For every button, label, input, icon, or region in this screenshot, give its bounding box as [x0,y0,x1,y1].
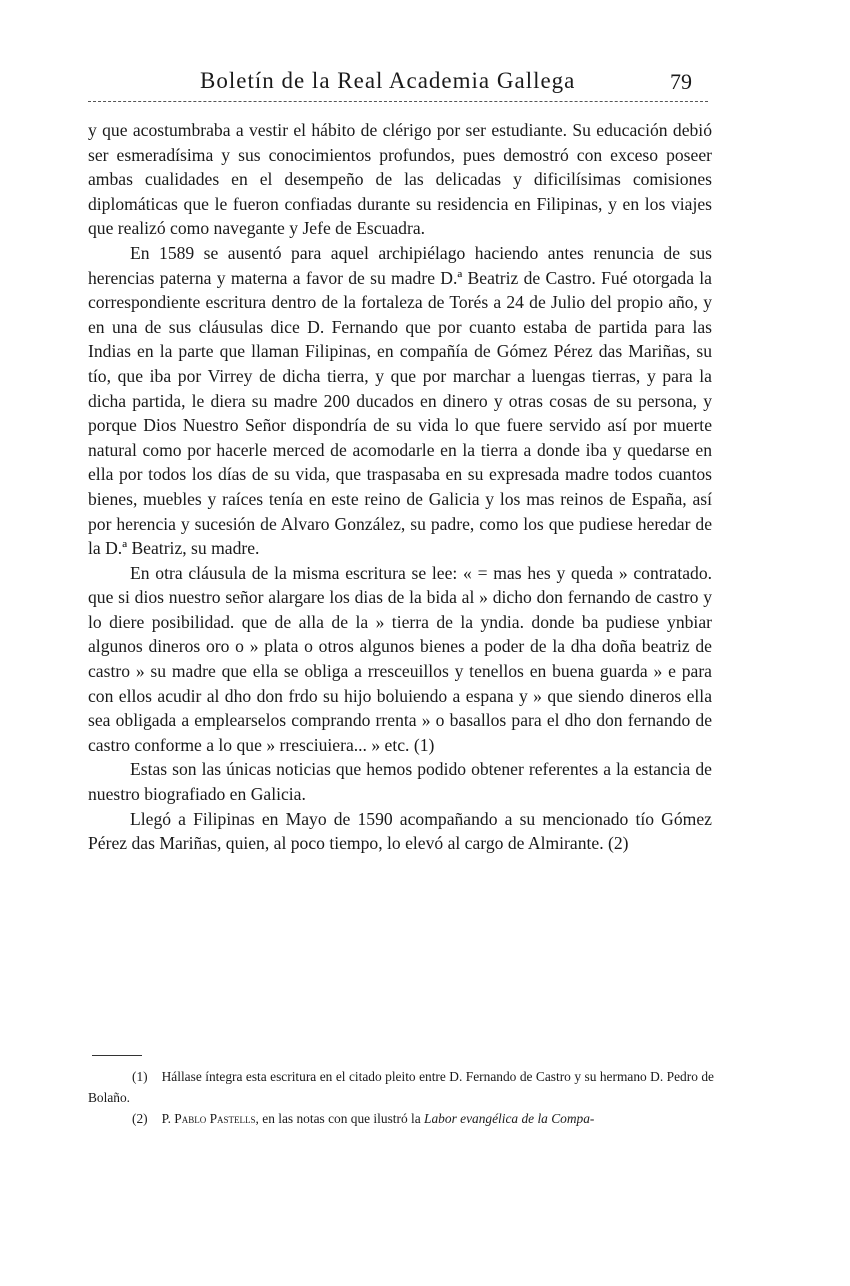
footnote-2-prefix: P. [161,1111,171,1126]
header-rule [88,101,708,102]
quote-line: » o basallos para el dho don fernando de castro conforme a lo que [88,710,712,755]
footnote-2-author: Pablo Pastells, [174,1111,259,1126]
paragraph-3-lead: En otra cláusula de la misma escritura se lee: [130,562,458,583]
body-text [88,118,712,856]
quote-line: « = mas hes y queda [463,562,614,583]
paragraph-4: Estas son las únicas noticias que hemos podido obtener referentes a la estancia de nuestro biografiado en Galicia. [88,759,712,805]
quote-line: » que siendo dineros ella sea obligada a emplearselos comprando rrenta [88,685,713,731]
running-header [88,62,708,102]
quote-line: » su madre que ella se obliga a rresceuillos y tenellos en buena guarda [135,661,648,682]
quote-line: » plata o otros algunos bienes a poder de la dha doña beatriz de castro [88,636,712,682]
page-number: 79 [670,69,692,94]
paragraph-3 [88,561,712,758]
quote-line: » e para con ellos acudir al dho don frdo su hijo boluiendo a espana y [88,661,712,706]
footnote-2 [88,1108,714,1129]
paragraph-1: y que acostumbraba a vestir el hábito de clérigo por ser estudiante. Su educación debió ser esmeradísima y sus conocimientos profundos, pues demostró con exceso poseer ambas cualidades en el desempeño de las delicadas y dificilísimas comisiones diplomáticas que le fueron confiadas durante su residencia en Filipinas, y en los viajes que realizó como navegante y Jefe de Escuadra. [88,120,712,239]
footnote-2-work: Labor evangélica de la Compa- [424,1111,595,1126]
footnote-1-number: (1) [132,1069,148,1084]
footnotes [88,1066,714,1129]
footnote-2-mid: en las notas con que ilustró la [262,1111,421,1126]
paragraph-5: Llegó a Filipinas en Mayo de 1590 acompañando a su mencionado tío Gómez Pérez das Mariñas, quien, al poco tiempo, lo elevó al cargo de Almirante. (2) [88,808,712,854]
paragraph-2: En 1589 se ausentó para aquel archipiélago haciendo antes renuncia de sus herencias paterna y materna a favor de su madre D.ª Beatriz de Castro. Fué otorgada la correspondiente escritura dentro de la fortaleza de Torés a 24 de Julio del propio año, y en una de sus cláusulas dice D. Fernando que por cuanto estaba de partida para las Indias en la parte que llaman Filipinas, en compañía de Gómez Pérez das Mariñas, su tío, que iba por Virrey de dicha tierra, y que por marchar a luengas tierras, y para la dicha partida, le diera su madre 200 ducados en dinero y otras cosas de su persona, y porque Dios Nuestro Señor dispondría de su vida lo que fuere servido así por muerte natural como por hacerle merced de acomodarle en la tierra a donde iba y quedarse en ella por todos los días de su vida, que traspasaba en su expresada madre todos cuantos bienes, muebles y raíces tenía en este reino de Galicia y los mas reinos de España, así por herencia y sucesión de Alvaro González, su padre, como los que pudiese heredar de la D.ª Beatriz, su madre. [88,242,712,559]
footnote-rule [92,1055,142,1056]
footnote-1 [88,1066,714,1108]
footnote-2-number: (2) [132,1111,148,1126]
quote-line: » rresciuiera... » etc. (1) [266,734,435,755]
quote-line: » dicho don fernando de castro y lo diere posibilidad. que de alla de la [88,587,712,632]
journal-title: Boletín de la Real Academia Gallega [200,68,576,93]
footnote-1-text: Hállase íntegra esta escritura en el citado pleito entre D. Fernando de Castro y su hermano D. Pedro de Bolaño. [88,1069,714,1105]
quote-line: » contratado. que si dios nuestro señor alargare los dias de la bida al [88,562,713,608]
quote-line: » tierra de la yndia. donde ba pudiese ynbiar algunos dineros oro o [88,611,712,657]
